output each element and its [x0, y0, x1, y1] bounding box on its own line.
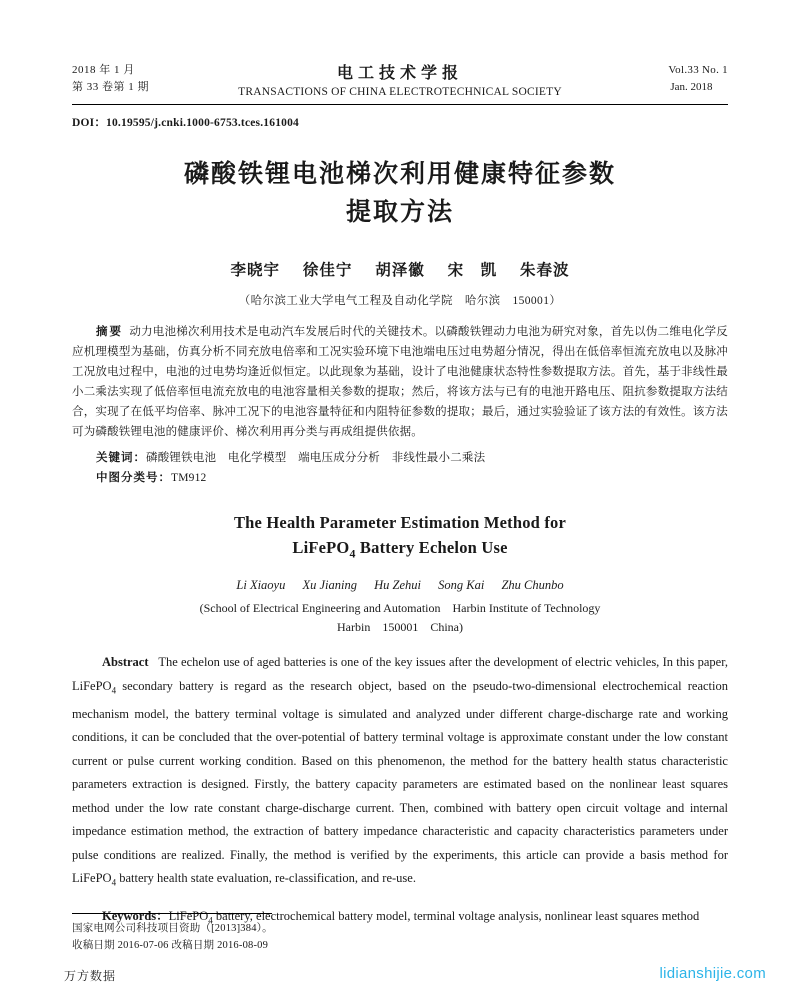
abstract-en [72, 651, 728, 895]
keywords-cn-label: 关键词： [96, 452, 146, 464]
authors-cn [72, 258, 728, 280]
title-en-subscript: 4 [349, 546, 356, 561]
received-date-note: 收稿日期 2016-07-06 改稿日期 2016-08-09 [72, 940, 269, 951]
header-divider [72, 104, 728, 105]
author-en-5: Zhu Chunbo [501, 578, 564, 593]
funding-note: 国家电网公司科技项目资助（[2013]384）。 [72, 923, 273, 934]
author-cn-1: 李晓宇 [230, 262, 280, 279]
author-cn-5: 朱春波 [520, 262, 570, 279]
title-cn-line1: 磷酸铁锂电池梯次利用健康特征参数 [183, 161, 616, 188]
affiliation-en-line1: (School of Electrical Engineering and Automation Harbin Institute of Technology [199, 601, 601, 616]
author-cn-2: 徐佳宁 [302, 262, 353, 279]
title-cn-line2: 提取方法 [345, 199, 454, 226]
keywords-en-text-1: LiFePO [168, 909, 209, 924]
abstract-en-text-1: The echelon use of aged batteries is one of the key issues after the development of electric vehicles, In this paper, LiFePO [72, 655, 728, 693]
abstract-cn-text: 动力电池梯次利用技术是电动汽车发展后时代的关键技术。以磷酸铁锂动力电池为研究对象，首先以伪二维电化学反应机理模型为基础，仿真分析不同充放电倍率和工况实验环境下电池端电压过电势超分情况，得出在低倍率恒流充放电以及脉冲工况放电过程中，电池的过电势均逢近似恒定。以此现象为基础，设计了电池健康状态特性参数提取方法。首先，基于非线性最小二乘法实现了低倍率恒电流充放电的电池容量相关参数的提取；然后，将该方法与已有的电池开路电压、阻抗参数提取方法结合，实现了在低平均倍率、脉冲工况下的电池容量特征和内阻特征参数的提取；最后，通过实验验证了该方法的有效性。该方法可为磷酸铁锂电池的健康评价、梯次利用再分类与再成组提供依据。 [72, 326, 729, 438]
clc-label: 中图分类号： [96, 472, 171, 484]
abstract-en-text-2: secondary battery is regard as the research object, based on the pseudo-two-dimensional electrochemical reaction mechanism model, the battery terminal voltage is simulated and analyzed under different charge-discharge rate and working conditions, it can be concluded that the over-potential of battery terminal voltage is approximate constant under the low constant current or pulse current working condition. Based on this phenomenon, the method for the battery health status characteristic parameters extraction is designed. Firstly, the battery capacity parameters are estimated based on the nonlinear least squares method under the low rate constant charge-discharge current. Then, combined with battery open circuit voltage and internal impedance estimation method, the extraction of battery impedance characteristic and capacity characteristics parameters under pulse conditions are realized. Finally, the method is verified by the experiments, this article can provide a basis method for LiFePO [72, 678, 728, 886]
doi-line: DOI：10.19595/j.cnki.1000-6753.tces.161004 [72, 117, 300, 129]
abstract-cn [72, 322, 728, 442]
clc-line [72, 468, 728, 488]
issue-date: 2018 年 1 月 [72, 64, 135, 76]
issue-month: Jan. 2018 [670, 81, 713, 93]
page-title-cn [72, 156, 728, 232]
abstract-en-label: Abstract [102, 655, 149, 670]
title-en-rest: Battery Echelon Use [355, 538, 508, 557]
abstract-cn-label: 摘要 [96, 326, 124, 338]
site-watermark: lidianshijie.com [659, 965, 766, 982]
keywords-en-label: Keywords： [102, 909, 169, 924]
page-title-en [72, 510, 728, 566]
author-en-1: Li Xiaoyu [236, 578, 286, 593]
keywords-cn-text: 磷酸锂铁电池 电化学模型 端电压成分分析 非线性最小二乘法 [146, 452, 486, 464]
clc-value: TM912 [171, 472, 207, 484]
author-cn-4: 宋 凯 [447, 262, 498, 279]
keywords-en-text-2: battery, electrochemical battery model, terminal voltage analysis, nonlinear least squares method [212, 909, 700, 924]
keywords-cn [72, 448, 728, 468]
running-head [72, 60, 728, 102]
author-en-3: Hu Zehui [374, 578, 421, 593]
abstract-en-text-3: battery health state evaluation, re-classification, and re-use. [116, 871, 416, 886]
footnote-divider [72, 913, 272, 914]
authors-en [72, 578, 728, 593]
volume-info [668, 62, 728, 96]
keywords-en-sub: 4 [208, 915, 213, 926]
abstract-en-sub-1: 4 [111, 685, 117, 696]
volume-number: Vol.33 No. 1 [668, 64, 728, 76]
title-en-line2 [72, 535, 728, 566]
issue-volume: 第 33 卷第 1 期 [72, 81, 149, 93]
affiliation-cn: （哈尔滨工业大学电气工程及自动化学院 哈尔滨 150001） [238, 295, 562, 307]
wanfang-logo: 万方数据 [64, 969, 117, 983]
journal-title-block [238, 60, 562, 98]
author-en-2: Xu Jianing [302, 578, 357, 593]
footnote-block [72, 913, 728, 954]
title-en-line1: The Health Parameter Estimation Method for [233, 513, 567, 532]
journal-title-en: TRANSACTIONS OF CHINA ELECTROTECHNICAL SOCIETY [238, 86, 562, 98]
author-cn-3: 胡泽徽 [375, 262, 425, 279]
journal-title-cn: 电工技术学报 [336, 65, 463, 82]
abstract-en-sub-2: 4 [111, 877, 117, 888]
author-en-4: Song Kai [438, 578, 485, 593]
issue-info [72, 62, 149, 96]
affiliation-en [72, 599, 728, 637]
title-en-lifepo: LiFePO [292, 538, 350, 557]
affiliation-en-line2: Harbin 150001 China) [337, 620, 463, 635]
